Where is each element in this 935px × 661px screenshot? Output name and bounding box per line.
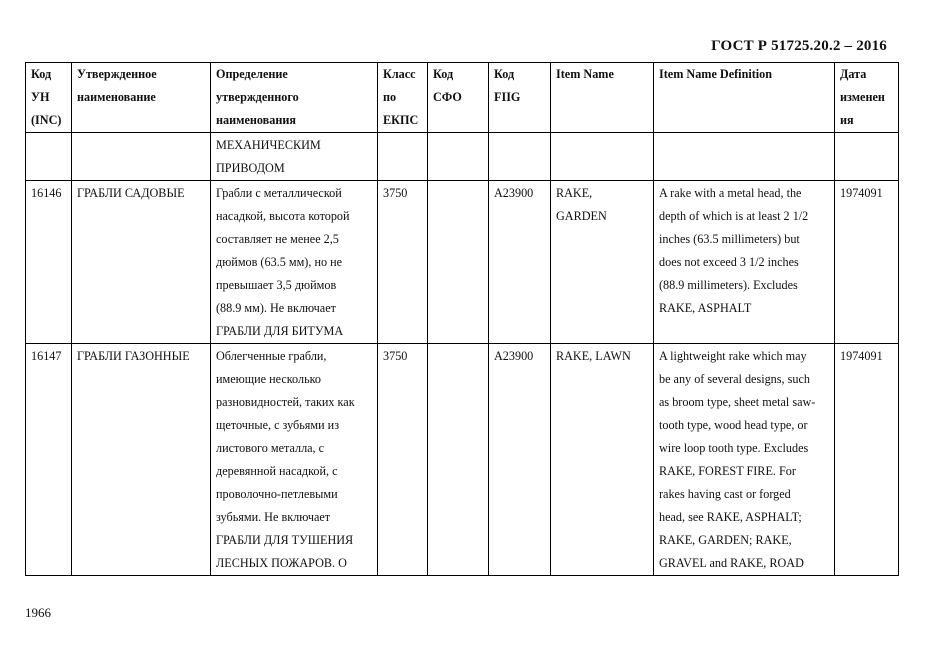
cell-text-line: насадкой, высота которой [216,209,350,223]
cell-text-line: Утвержденное [77,67,157,81]
cell-text-line: зубьями. Не включает [216,510,331,524]
table-header-row [26,63,899,133]
cell-text-line: 16146 [31,186,62,200]
cell-inc [26,181,72,344]
cell-text-line: проволочно-петлевыми [216,487,338,501]
column-header-inc [26,63,72,133]
cell-text-line: утвержденного [216,90,299,104]
cell-item-name [551,181,654,344]
cell-text-line: превышает 3,5 дюймов [216,278,337,292]
cell-inc [26,344,72,576]
cell-fiig-code [489,181,551,344]
column-header-ekps-class [378,63,428,133]
cell-text-line: RAKE, [556,186,593,200]
cell-text-line: 1974091 [840,186,883,200]
cell-text-line: 1974091 [840,349,883,363]
cell-approved-name [72,133,211,181]
cell-text-line: be any of several designs, such [659,372,810,386]
cell-text-line: RAKE, FOREST FIRE. For [659,464,796,478]
cell-text-line: наименования [216,113,296,127]
cell-text-line: inches (63.5 millimeters) but [659,232,800,246]
cell-text-line: 3750 [383,186,408,200]
cell-text-line: ГРАБЛИ ДЛЯ БИТУМА [216,324,344,338]
column-header-item-name [551,63,654,133]
cell-approved-name [72,181,211,344]
cell-text-line: дюймов (63.5 мм), но не [216,255,343,269]
cell-item-name [551,133,654,181]
cell-text-line: FIIG [494,90,521,104]
cell-text-line: RAKE, GARDEN; RAKE, [659,533,792,547]
cell-text-line: ЕКПС [383,113,419,127]
column-header-sfo-code [428,63,489,133]
cell-text-line: A lightweight rake which may [659,349,807,363]
cell-ekps-class [378,181,428,344]
cell-text-line: ГРАБЛИ ГАЗОННЫЕ [77,349,190,363]
cell-text-line: ГРАБЛИ ДЛЯ ТУШЕНИЯ [216,533,354,547]
cell-ekps-class [378,344,428,576]
cell-text-line: Дата [840,67,867,81]
cell-text-line: имеющие несколько [216,372,322,386]
cell-text-line: наименование [77,90,156,104]
cell-text-line: A rake with a metal head, the [659,186,802,200]
cell-text-line: does not exceed 3 1/2 inches [659,255,799,269]
document-title: ГОСТ Р 51725.20.2 – 2016 [711,38,887,54]
cell-change-date [835,133,899,181]
cell-text-line: Код [433,67,454,81]
cell-text-line: Item Name Definition [659,67,773,81]
table-body [26,133,899,576]
cell-sfo-code [428,181,489,344]
cell-text-line: составляет не менее 2,5 [216,232,339,246]
cell-fiig-code [489,344,551,576]
cell-text-line: Класс [383,67,416,81]
cell-text-line: tooth type, wood head type, or [659,418,808,432]
cell-text-line: GARDEN [556,209,607,223]
cell-text-line: head, see RAKE, ASPHALT; [659,510,802,524]
cell-text-line: RAKE, LAWN [556,349,631,363]
cell-approved-name [72,344,211,576]
cell-text-line: УН [31,90,50,104]
cell-text-line: A23900 [494,349,534,363]
cell-text-line: 16147 [31,349,62,363]
column-header-fiig-code [489,63,551,133]
cell-item-name-definition [654,181,835,344]
cell-ekps-class [378,133,428,181]
cell-fiig-code [489,133,551,181]
column-header-approved-name [72,63,211,133]
cell-text-line: ГРАБЛИ САДОВЫЕ [77,186,185,200]
cell-text-line: ия [840,113,854,127]
cell-item-name [551,344,654,576]
cell-text-line: изменен [840,90,885,104]
cell-sfo-code [428,133,489,181]
cell-item-name-definition [654,133,835,181]
cell-text-line: ПРИВОДОМ [216,161,285,175]
cell-item-name-definition [654,344,835,576]
cell-definition [211,181,378,344]
cell-text-line: Определение [216,67,288,81]
cell-text-line: щеточные, с зубьями из [216,418,340,432]
cell-text-line: СФО [433,90,462,104]
cell-text-line: (INC) [31,113,62,127]
cell-text-line: Код [494,67,515,81]
table-row [26,133,899,181]
cell-text-line: 3750 [383,349,408,363]
cell-text-line: деревянной насадкой, с [216,464,338,478]
cell-text-line: GRAVEL and RAKE, ROAD [659,556,804,570]
page-number: 1966 [25,605,51,620]
cell-sfo-code [428,344,489,576]
cell-text-line: ЛЕСНЫХ ПОЖАРОВ. О [216,556,347,570]
table-row [26,181,899,344]
column-header-change-date [835,63,899,133]
cell-change-date [835,344,899,576]
cell-text-line: Грабли с металлической [216,186,342,200]
cell-text-line: (88.9 мм). Не включает [216,301,336,315]
column-header-definition [211,63,378,133]
cell-text-line: (88.9 millimeters). Excludes [659,278,798,292]
cell-text-line: A23900 [494,186,534,200]
cell-definition [211,344,378,576]
cell-text-line: по [383,90,397,104]
cell-text-line: листового металла, с [216,441,325,455]
table-row [26,344,899,576]
cell-text-line: depth of which is at least 2 1/2 [659,209,809,223]
item-name-table [25,62,899,576]
cell-text-line: RAKE, ASPHALT [659,301,752,315]
cell-text-line: wire loop tooth type. Excludes [659,441,809,455]
cell-text-line: as broom type, sheet metal saw- [659,395,816,409]
cell-text-line: разновидностей, таких как [216,395,355,409]
cell-definition [211,133,378,181]
column-header-item-name-definition [654,63,835,133]
cell-text-line: МЕХАНИЧЕСКИМ [216,138,321,152]
cell-text-line: Код [31,67,52,81]
cell-text-line: Облегченные грабли, [216,349,327,363]
cell-text-line: rakes having cast or forged [659,487,791,501]
cell-change-date [835,181,899,344]
cell-text-line: Item Name [556,67,614,81]
cell-inc [26,133,72,181]
